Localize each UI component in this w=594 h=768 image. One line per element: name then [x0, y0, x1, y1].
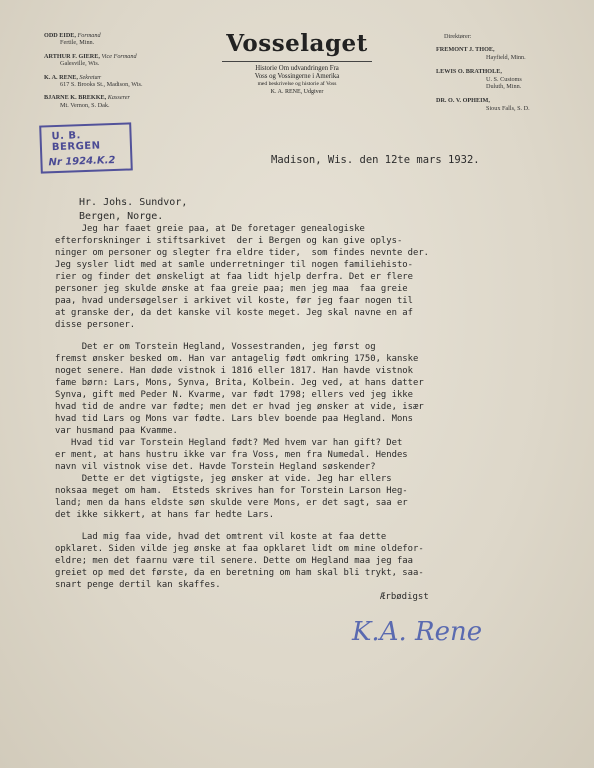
paragraph [55, 473, 555, 521]
text-line: disse personer. [55, 320, 136, 330]
officer-name: K. A. RENE, [44, 73, 78, 81]
paragraph [55, 223, 555, 331]
paragraph [55, 437, 555, 473]
text-line: var husmand paa Kvamme. [55, 426, 178, 436]
paragraph-gap [55, 521, 555, 531]
text-line: Jeg har faaet greie paa, at De foretager genealogiske [55, 224, 365, 234]
text-line: Lad mig faa vide, hvad det omtrent vil koste at faa dette [55, 532, 387, 542]
masthead-subtitle: Voss og Vossingerne i Amerika [254, 73, 340, 80]
masthead-subtitle: med beskrivelse og historie af Voss [257, 81, 337, 87]
stamp-line-1: U. B. BERGEN [51, 130, 101, 154]
officer-entry [44, 94, 204, 109]
text-line: rier og finder det ønskeligt at faa lidt hjelp derfra. Det er flere [55, 272, 413, 282]
officer-role: Formand [77, 32, 101, 39]
officer-name: ARTHUR F. GIERE, [44, 52, 100, 60]
directors-list [436, 33, 576, 119]
text-line: personer jeg skulde ønske at faa greie paa; men jeg maa faa greie [55, 284, 408, 294]
closing: Ærbødigst [380, 592, 429, 602]
officer-place: Galesville, Wis. [60, 60, 100, 68]
officer-role: Sekretær [79, 73, 102, 81]
masthead-title: Vosselaget [226, 30, 368, 57]
text-line: noksaa meget om ham. Etsteds skrives han for Torstein Larson Heg- [55, 486, 408, 496]
officer-entry [44, 53, 204, 68]
paragraph [55, 341, 555, 437]
director-place: Sioux Falls, S. D. [486, 104, 530, 112]
archive-stamp [39, 122, 133, 173]
text-line: Det er om Torstein Hegland, Vossestranden, jeg først og [55, 342, 376, 352]
text-line: ninger om personer og slegter fra eldre tider, som findes nevnte der. [55, 248, 430, 258]
director-place: Hayfield, Minn. [486, 53, 526, 61]
text-line: paa, hvad undersøgelser i arkivet vil koste, før jeg faar nogen til [55, 296, 413, 306]
text-line: fremst ønsker besked om. Han var antagelig født omkring 1750, kanske [55, 354, 419, 364]
officer-name: BJARNE K. BREKKE, [44, 94, 107, 102]
text-line: noget senere. Han døde vistnok i 1816 eller 1817. Han havde vistnok [55, 366, 413, 376]
text-line: er ment, at hans hustru ikke var fra Voss, men fra Numedal. Hendes [55, 450, 408, 460]
text-line: greiet op med det første, da en beretning om ham skal bli trykt, saa- [55, 568, 424, 578]
officer-role: Vice Formand [101, 52, 137, 60]
text-line: Jeg sysler lidt med at samle underretninger til nogen familiehisto- [55, 260, 413, 270]
director-entry [436, 68, 576, 90]
officer-entry [44, 32, 204, 47]
paragraph-gap [55, 331, 555, 341]
director-place: U. S. Customs Duluth, Minn. [486, 75, 522, 91]
date-line: Madison, Wis. den 12te mars 1932. [271, 154, 480, 166]
text-line: det ikke sikkert, at hans far hedte Lars. [55, 510, 275, 520]
text-line: hvad tid Lars og Mons var fødte. Lars blev boende paa Hegland. Mons [55, 414, 413, 424]
paragraph [55, 531, 555, 591]
director-name: LEWIS O. BRATHOLE, [436, 68, 502, 76]
recipient-line: Hr. Johs. Sundvor, [79, 197, 188, 208]
stamp-line-2: Nr 1924.K.2 [48, 154, 116, 169]
masthead-editor: K. A. RENE, Udgiver [270, 89, 324, 95]
text-line: Hvad tid var Torstein Hegland født? Med hvem var han gift? Det [55, 438, 403, 448]
text-line: land; men da hans eldste søn skulde vere Mons, er det sagt, saa er [55, 498, 408, 508]
director-entry [436, 46, 576, 61]
letter-body [55, 223, 555, 591]
masthead [212, 30, 382, 96]
text-line: hvad tid de andre var fødte; men det er hvad jeg ønsker at vide, især [55, 402, 424, 412]
masthead-subtitle: Historie Om udvandringen Fra [255, 65, 339, 72]
officer-entry [44, 74, 204, 89]
handwritten-signature [348, 610, 548, 650]
text-line: Dette er det vigtigste, jeg ønsker at vide. Jeg har ellers [55, 474, 392, 484]
text-line: opklaret. Siden vilde jeg ønske at faa opklaret lidt om mine oldefor- [55, 544, 424, 554]
recipient-line: Bergen, Norge. [79, 211, 164, 222]
signature-text: K.A. Rene [352, 617, 483, 647]
text-line: eldre; men det faarnu være til senere. Dette om Hegland maa jeg faa [55, 556, 413, 566]
text-line: Synva, gift med Peder N. Kvarme, var født 1798; ellers ved jeg ikke [55, 390, 413, 400]
text-line: snart penge dertil kan skaffes. [55, 580, 221, 590]
officer-place: Fertile, Minn. [60, 39, 95, 47]
masthead-rule [222, 61, 372, 62]
officers-list [44, 32, 204, 115]
director-name: DR. O. V. OPHEIM, [436, 97, 490, 105]
director-entry [436, 97, 576, 112]
officer-place: 617 S. Brooks St., Madison, Wis. [60, 81, 143, 89]
recipient-address [79, 196, 187, 224]
directors-heading: Direktører: [444, 33, 472, 40]
text-line: navn vil vistnok vise det. Havde Torstein Hegland søskender? [55, 462, 376, 472]
officer-name: ODD EIDE, [44, 32, 76, 39]
text-line: fame børn: Lars, Mons, Synva, Brita, Kolbein. Jeg ved, at hans datter [55, 378, 424, 388]
text-line: at granske der, da det kanske vil koste meget. Jeg skal navne en af [55, 308, 413, 318]
officer-place: Mt. Vernon, S. Dak. [60, 101, 110, 109]
text-line: efterforskninger i stiftsarkivet der i Bergen og kan give oplys- [55, 236, 403, 246]
director-name: FREMONT J. THOE, [436, 46, 495, 54]
officer-role: Kasserer [107, 94, 130, 102]
